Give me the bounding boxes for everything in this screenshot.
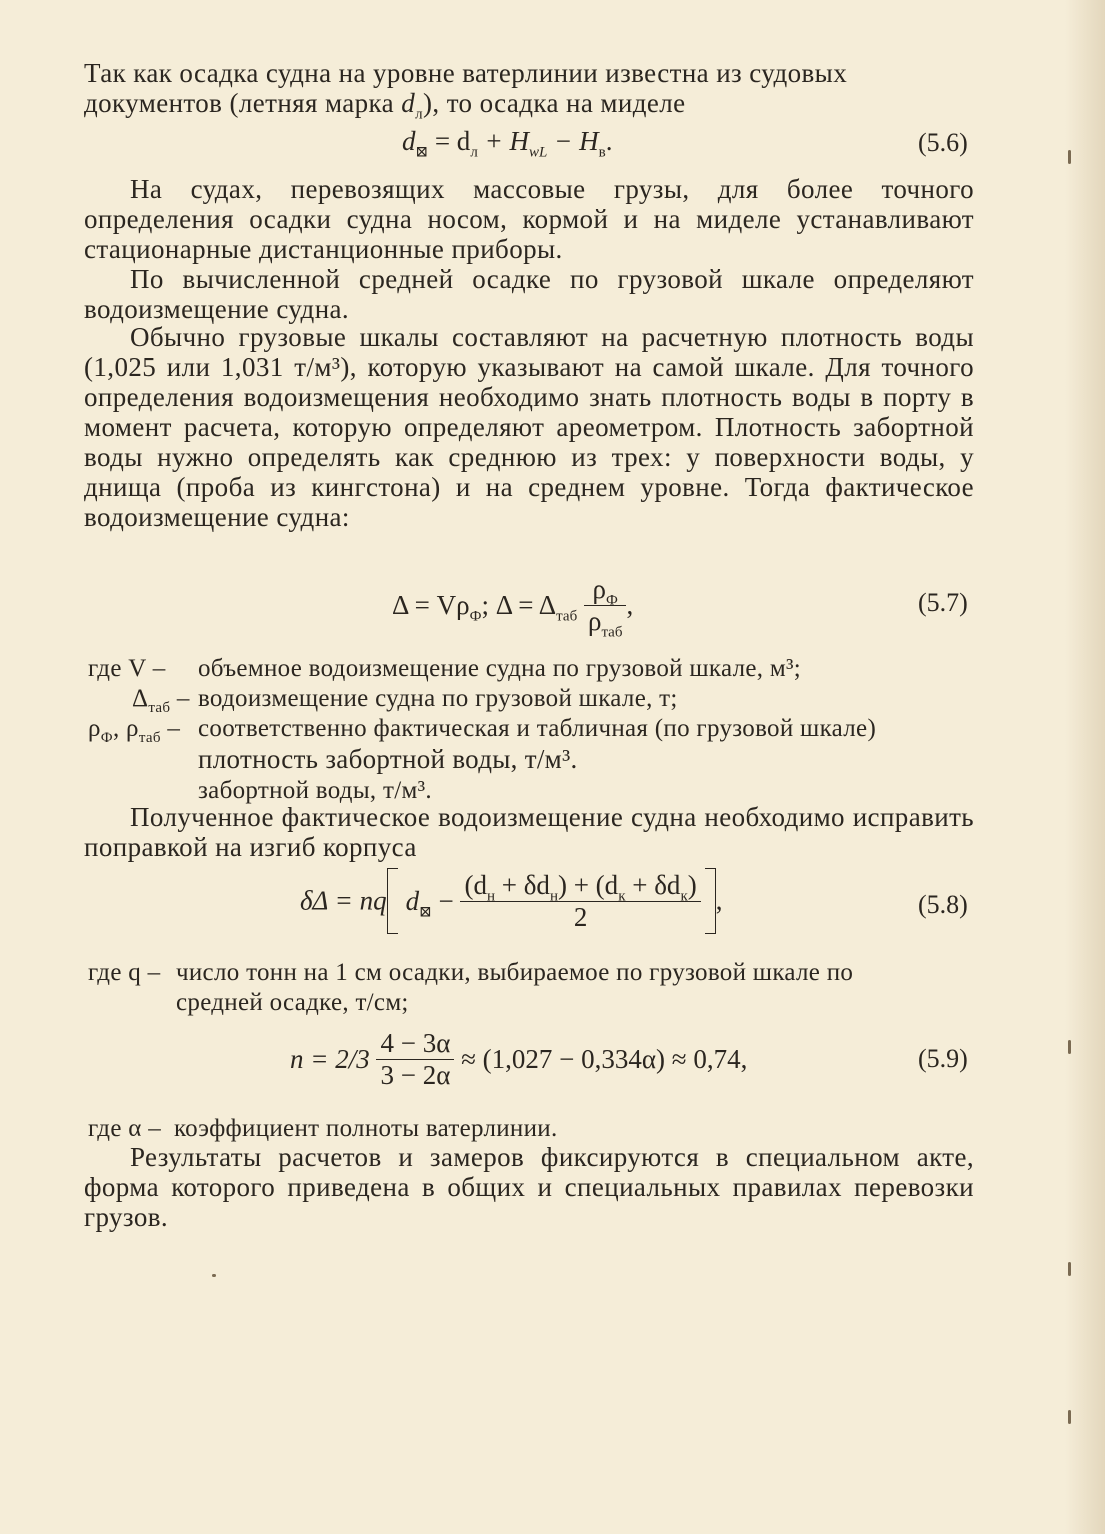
equation-5-8: δΔ = nq $d_⊠$ − $\frac{(d_н + \delta d_н) + (d_к + \delta d_к)}{2}$ , — [300, 868, 722, 934]
legend-delta-symbol: $\Delta_{таб}$ – — [132, 685, 190, 716]
draft-average-fraction: $\frac{(d_н + \delta d_н) + (d_к + \delta d_к)}{2}$ — [460, 870, 700, 933]
scan-dot — [212, 1274, 216, 1277]
legend-v-symbol: где V – — [88, 655, 166, 682]
scan-mark — [1068, 1262, 1071, 1276]
paragraph-results: Результаты расчетов и замеров фиксируются в специальном акте, форма которого приведена в общих и специальных правилах перевозки грузов. — [84, 1142, 974, 1232]
scan-mark — [1068, 1040, 1071, 1054]
legend-alpha-desc: коэффициент полноты ватерлинии. — [174, 1115, 558, 1142]
equation-5-7: $\Delta = V\rho_Ф$; $\Delta = \Delta_{таб}$ $\frac{\rho_Ф}{\rho_{таб}}$ , — [392, 574, 634, 641]
equation-5-6: $d_⊠ = d_л + H_{wL} - H_в$. — [402, 126, 613, 161]
page-edge-shadow — [1065, 0, 1105, 1534]
equation-number-5-8: (5.8) — [918, 890, 968, 919]
legend-rho-desc-1: соответственно фактическая и табличная (по грузовой шкале) — [198, 715, 877, 742]
legend-rho-desc-3: забортной воды, т/м³. — [198, 777, 432, 804]
legend-alpha-symbol: где α – — [88, 1115, 162, 1142]
equation-number-5-7: (5.7) — [918, 588, 968, 617]
legend-5-7 — [88, 654, 978, 804]
legend-rho-symbol: $\rho_Ф$, $\rho_{таб}$ – — [88, 715, 181, 746]
right-bracket — [705, 868, 716, 934]
coefficient-fraction: $\frac{4 - 3\alpha}{3 - 2\alpha}$ — [376, 1028, 454, 1091]
legend-q-symbol: где q – — [88, 959, 161, 986]
legend-v-desc: объемное водоизмещение судна по грузовой шкале, м³; — [198, 655, 802, 682]
legend-5-8 — [88, 958, 978, 1022]
equation-number-5-9: (5.9) — [918, 1044, 968, 1073]
legend-q-desc-2: средней осадке, т/см; — [176, 989, 409, 1016]
paragraph-displacement: По вычисленной средней осадке по грузовой шкале определяют водоизмещение судна. — [84, 264, 974, 324]
intro-line-2: документов (летняя марка $d_л$), то осадка на миделе — [84, 88, 686, 123]
paragraph-density: Обычно грузовые шкалы составляют на расчетную плотность воды (1,025 или 1,031 т/м³), которую указывают на самой шкале. Для точного определения водоизмещения необходимо знать плотность воды в порту в момент расчета, которую определяют ареометром. Плотность забортной воды нужно определять как среднюю из трех: у поверхности воды, у днища (проба из кингстона) и на среднем уровне. Тогда фактическое водоизмещение судна: — [84, 322, 974, 532]
paragraph-hull-bending: Полученное фактическое водоизмещение судна необходимо исправить поправкой на изгиб корпуса — [84, 802, 974, 862]
density-ratio-fraction: $\frac{\rho_Ф}{\rho_{таб}}$ — [584, 574, 627, 637]
paragraph-instruments: На судах, перевозящих массовые грузы, для более точного определения осадки судна носом, кормой и на миделе устанавливают стационарные дистанционные приборы. — [84, 174, 974, 264]
legend-q-desc-1: число тонн на 1 см осадки, выбираемое по грузовой шкале по — [176, 959, 854, 986]
left-bracket — [387, 868, 398, 934]
equation-number-5-6: (5.6) — [918, 128, 968, 157]
legend-rho-desc-2: плотность забортной воды, т/м³. — [198, 744, 578, 774]
intro-line-1: Так как осадка судна на уровне ватерлинии известна из судовых — [84, 58, 848, 88]
equation-5-9: n = 2/3 $\frac{4 - 3\alpha}{3 - 2\alpha}$ ≈ (1,027 − 0,334α) ≈ 0,74, — [290, 1028, 748, 1090]
scan-mark — [1068, 1410, 1071, 1424]
paragraph-intro — [84, 58, 974, 123]
legend-delta-desc: водоизмещение судна по грузовой шкале, т; — [198, 685, 678, 712]
scan-mark — [1068, 150, 1071, 164]
